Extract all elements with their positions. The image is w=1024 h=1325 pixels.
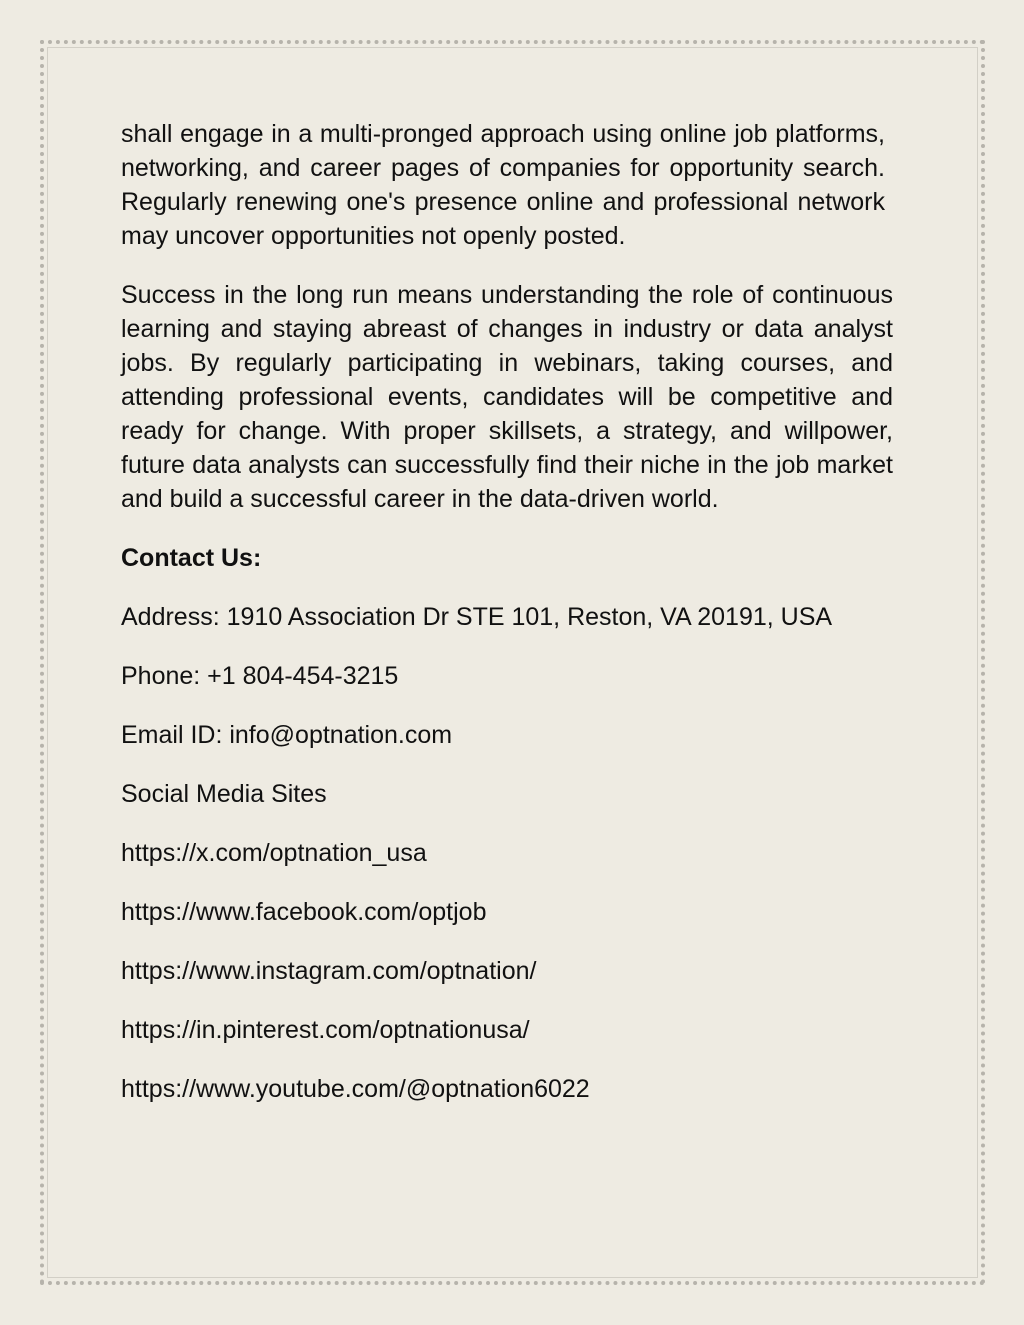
paragraph-job-search: shall engage in a multi-pronged approach using online job platforms, networking, and career pages of companies for opportunity search. Regularly renewing one's presence online and professional network may uncover opportunities not openly posted.	[121, 120, 885, 250]
social-link-pinterest[interactable]: https://in.pinterest.com/optnationusa/	[121, 1016, 530, 1044]
social-heading: Social Media Sites	[121, 780, 327, 808]
contact-phone: Phone: +1 804-454-3215	[121, 662, 399, 690]
contact-address: Address: 1910 Association Dr STE 101, Reston, VA 20191, USA	[121, 603, 833, 631]
social-link-x[interactable]: https://x.com/optnation_usa	[121, 839, 427, 867]
social-link-facebook[interactable]: https://www.facebook.com/optjob	[121, 898, 487, 926]
paragraph-continuous-learning: Success in the long run means understanding the role of continuous learning and staying abreast of changes in industry or data analyst jobs. By regularly participating in webinars, taking courses, and attending professional events, candidates will be competitive and ready for change. With proper skillsets, a strategy, and willpower, future data analysts can successfully find their niche in the job market and build a successful career in the data-driven world.	[121, 281, 893, 513]
contact-email: Email ID: info@optnation.com	[121, 721, 453, 749]
social-link-instagram[interactable]: https://www.instagram.com/optnation/	[121, 957, 537, 985]
social-link-youtube[interactable]: https://www.youtube.com/@optnation6022	[121, 1075, 590, 1103]
contact-heading: Contact Us:	[121, 544, 262, 572]
document-body	[121, 117, 893, 1131]
